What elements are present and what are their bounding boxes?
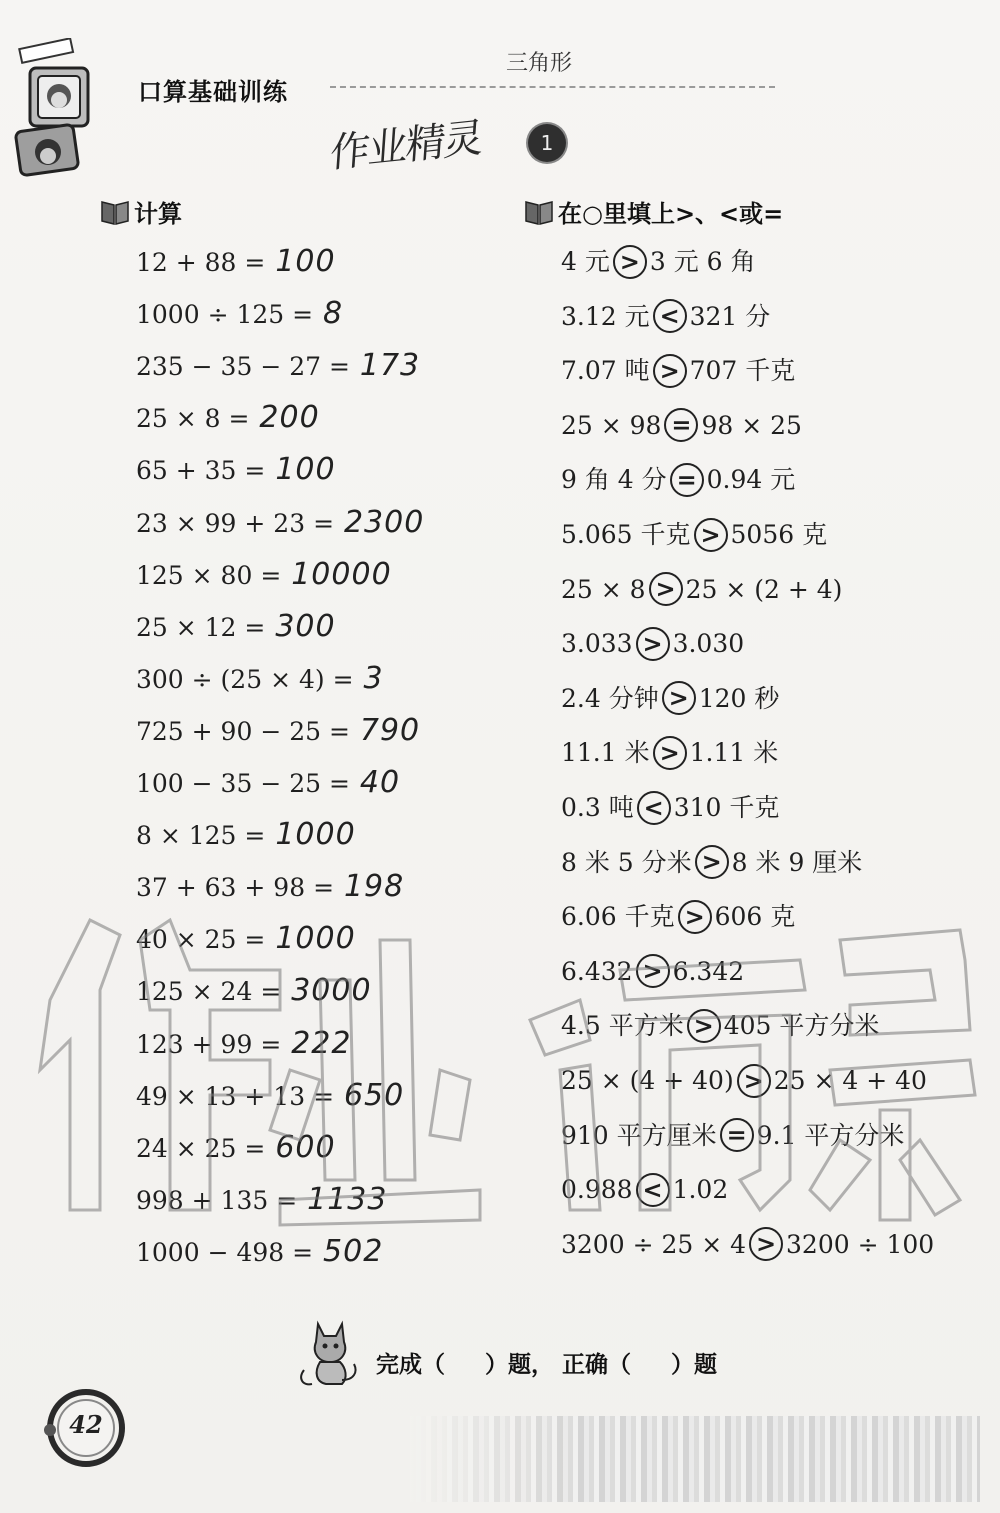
calculation-question: 300 ÷ (25 × 4) = <box>136 664 354 694</box>
comparison-right-operand: 1.02 <box>672 1175 729 1205</box>
handwritten-answer[interactable]: 200 <box>259 400 320 436</box>
comparison-sign-circle[interactable]: > <box>636 954 670 988</box>
calculation-row <box>136 971 372 1011</box>
calculation-row <box>136 294 343 334</box>
comparison-sign-circle[interactable]: > <box>613 245 647 279</box>
calculation-row <box>136 1076 404 1116</box>
comparison-left-operand: 910 平方厘米 <box>561 1120 717 1150</box>
calculation-question: 100 − 35 − 25 = <box>136 769 350 798</box>
comparison-right-operand: 98 × 25 <box>701 410 802 440</box>
book-icon <box>100 198 130 226</box>
comparison-left-operand: 6.06 千克 <box>561 902 675 932</box>
comparison-right-operand: 3200 ÷ 100 <box>786 1229 935 1259</box>
exercise-number-badge: 1 <box>528 124 566 162</box>
comparison-sign-circle[interactable]: < <box>653 299 687 333</box>
calculation-question: 25 × 8 = <box>136 404 250 434</box>
series-title: 口算基础训练 <box>138 78 288 106</box>
calculation-question: 125 × 24 = <box>136 977 282 1007</box>
comparison-left-operand: 7.07 吨 <box>561 356 650 386</box>
calculation-question: 23 × 99 + 23 = <box>136 508 335 538</box>
comparison-right-operand: 8 米 9 厘米 <box>731 847 863 877</box>
comparison-right-operand: 6.342 <box>672 956 745 986</box>
handwritten-answer[interactable]: 502 <box>323 1233 384 1269</box>
comparison-left-operand: 9 角 4 分 <box>561 465 667 495</box>
comparison-row <box>561 624 744 664</box>
comparison-sign-circle[interactable]: > <box>653 736 687 770</box>
handwritten-answer[interactable]: 3000 <box>291 973 372 1009</box>
handwritten-answer[interactable]: 1000 <box>275 817 356 853</box>
score-summary <box>376 1346 717 1379</box>
comparison-right-operand: 0.94 元 <box>706 465 796 495</box>
comparison-left-operand: 0.988 <box>561 1175 633 1205</box>
comparison-left-operand: 4.5 平方米 <box>561 1011 684 1041</box>
handwritten-title: 作业精灵 <box>328 114 483 178</box>
comparison-left-operand: 3200 ÷ 25 × 4 <box>561 1229 747 1259</box>
calculation-row <box>136 607 336 647</box>
comparison-row <box>561 351 795 391</box>
cat-illustration <box>296 1318 362 1388</box>
correct-label: 正确（ <box>562 1352 632 1378</box>
handwritten-answer[interactable]: 100 <box>275 244 336 279</box>
handwritten-answer[interactable]: 3 <box>363 660 384 696</box>
handwritten-answer[interactable]: 650 <box>343 1077 405 1113</box>
unit-title: 三角形 <box>506 51 573 76</box>
comparison-left-operand: 5.065 千克 <box>561 520 691 549</box>
calculation-row <box>136 659 384 699</box>
comparison-left-operand: 0.3 吨 <box>561 793 634 822</box>
header-divider <box>330 86 775 88</box>
handwritten-answer[interactable]: 300 <box>275 608 336 644</box>
comparison-right-operand: 405 平方分米 <box>723 1011 880 1041</box>
completed-label: 完成（ <box>376 1352 445 1378</box>
calculation-question: 725 + 90 − 25 = <box>136 716 350 746</box>
calculation-row <box>136 815 356 855</box>
calculation-question: 1000 ÷ 125 = <box>136 300 314 330</box>
comparison-row <box>561 897 795 937</box>
comparison-sign-circle[interactable]: = <box>720 1118 754 1152</box>
comparison-row <box>561 1170 728 1210</box>
comparison-left-operand: 8 米 5 分米 <box>561 847 692 877</box>
comparison-sign-circle[interactable]: > <box>662 681 696 715</box>
comparison-left-operand: 25 × 98 <box>561 410 662 440</box>
calculation-row <box>136 555 392 595</box>
comparison-sign-circle[interactable]: > <box>678 900 712 934</box>
comparison-left-operand: 2.4 分钟 <box>561 683 659 713</box>
calculation-row <box>136 867 404 907</box>
calculation-question: 12 + 88 = <box>136 248 266 277</box>
comparison-row <box>561 843 862 883</box>
calculation-heading <box>100 194 182 229</box>
calculation-row <box>136 398 320 438</box>
calculation-row <box>136 503 424 543</box>
calculation-question: 125 × 80 = <box>136 560 282 590</box>
comparison-row <box>561 297 770 337</box>
comparison-sign-circle[interactable]: > <box>636 627 670 661</box>
handwritten-answer[interactable]: 10000 <box>291 556 392 592</box>
mascot-illustration <box>14 38 98 178</box>
comparison-left-operand: 4 元 <box>561 247 610 276</box>
comparison-sign-circle[interactable]: > <box>749 1227 783 1261</box>
handwritten-answer[interactable]: 8 <box>323 296 344 332</box>
comparison-sign-circle[interactable]: < <box>637 791 671 825</box>
comparison-right-operand: 120 秒 <box>698 683 780 713</box>
comparison-sign-circle[interactable]: > <box>649 572 683 606</box>
comparison-heading-label: 在○里填上>、<或= <box>558 200 784 228</box>
comparison-right-operand: 25 × (2 + 4) <box>685 574 843 604</box>
comparison-row <box>561 1225 934 1265</box>
correct-suffix: ）题 <box>671 1352 718 1378</box>
handwritten-answer[interactable]: 173 <box>359 348 421 384</box>
calculation-row <box>136 1232 383 1272</box>
comparison-sign-circle[interactable]: > <box>695 845 729 879</box>
handwritten-answer[interactable]: 40 <box>359 765 401 800</box>
page-number: 42 <box>69 1410 103 1439</box>
comparison-row <box>561 679 779 719</box>
handwritten-answer[interactable]: 100 <box>275 452 336 488</box>
calculation-row <box>136 242 336 282</box>
calculation-question: 235 − 35 − 27 = <box>136 352 350 382</box>
comparison-heading <box>524 194 783 229</box>
comparison-row <box>561 1116 904 1156</box>
comparison-right-operand: 25 × 4 + 40 <box>773 1066 927 1095</box>
handwritten-answer[interactable]: 1000 <box>275 921 356 957</box>
comparison-row <box>561 1006 879 1046</box>
calculation-question: 37 + 63 + 98 = <box>136 873 335 903</box>
comparison-left-operand: 3.12 元 <box>561 301 650 331</box>
calculation-question: 25 × 12 = <box>136 612 266 642</box>
decorative-stripe-fade <box>410 1416 570 1502</box>
comparison-row <box>561 733 778 773</box>
handwritten-answer[interactable]: 790 <box>359 712 421 748</box>
comparison-right-operand: 3 元 6 角 <box>649 247 756 276</box>
handwritten-answer[interactable]: 600 <box>275 1129 336 1165</box>
comparison-right-operand: 3.030 <box>672 629 745 659</box>
calculation-row <box>136 450 336 490</box>
comparison-right-operand: 321 分 <box>689 301 771 331</box>
comparison-sign-circle[interactable]: > <box>687 1009 721 1043</box>
comparison-left-operand: 25 × 8 <box>561 574 646 604</box>
comparison-left-operand: 3.033 <box>561 629 633 659</box>
comparison-row <box>561 570 842 610</box>
comparison-sign-circle[interactable]: > <box>653 354 687 388</box>
calculation-row <box>136 346 420 386</box>
calculation-question: 65 + 35 = <box>136 456 266 486</box>
book-icon <box>524 198 554 226</box>
comparison-row <box>561 515 827 555</box>
calculation-question: 40 × 25 = <box>136 925 266 955</box>
comparison-right-operand: 5056 克 <box>730 520 828 549</box>
comparison-left-operand: 6.432 <box>561 956 633 986</box>
calculation-question: 123 + 99 = <box>136 1029 282 1059</box>
calculation-row <box>136 919 356 959</box>
comparison-sign-circle[interactable]: = <box>664 408 698 442</box>
comparison-right-operand: 606 克 <box>714 902 796 932</box>
comparison-left-operand: 25 × (4 + 40) <box>561 1066 734 1095</box>
calculation-row <box>136 1180 387 1220</box>
calculation-question: 49 × 13 + 13 = <box>136 1081 335 1111</box>
comparison-right-operand: 9.1 平方分米 <box>756 1120 905 1150</box>
calculation-question: 8 × 125 = <box>136 821 266 851</box>
handwritten-answer[interactable]: 198 <box>343 869 405 905</box>
comparison-sign-circle[interactable]: > <box>737 1064 771 1098</box>
handwritten-answer[interactable]: 222 <box>291 1025 352 1061</box>
completed-suffix: ）题， <box>485 1352 554 1378</box>
comparison-right-operand: 1.11 米 <box>689 738 779 768</box>
comparison-sign-circle[interactable]: < <box>636 1173 670 1207</box>
handwritten-answer[interactable]: 1133 <box>307 1181 388 1217</box>
comparison-left-operand: 11.1 米 <box>561 738 650 768</box>
calculation-row <box>136 1024 351 1064</box>
calculation-row <box>136 763 400 803</box>
comparison-row <box>561 1061 927 1101</box>
comparison-row <box>561 788 779 828</box>
comparison-sign-circle[interactable]: > <box>694 518 728 552</box>
calculation-heading-label: 计算 <box>134 200 182 228</box>
comparison-row <box>561 952 744 992</box>
calculation-row <box>136 711 420 751</box>
comparison-right-operand: 310 千克 <box>673 793 780 822</box>
calculation-question: 1000 − 498 = <box>136 1237 314 1267</box>
comparison-right-operand: 707 千克 <box>689 356 796 386</box>
calculation-row <box>136 1128 336 1168</box>
comparison-row <box>561 242 756 282</box>
comparison-row <box>561 406 802 446</box>
calculation-question: 998 + 135 = <box>136 1185 298 1215</box>
handwritten-answer[interactable]: 2300 <box>343 504 425 540</box>
comparison-row <box>561 460 795 500</box>
comparison-sign-circle[interactable]: = <box>670 463 704 497</box>
calculation-question: 24 × 25 = <box>136 1133 266 1163</box>
